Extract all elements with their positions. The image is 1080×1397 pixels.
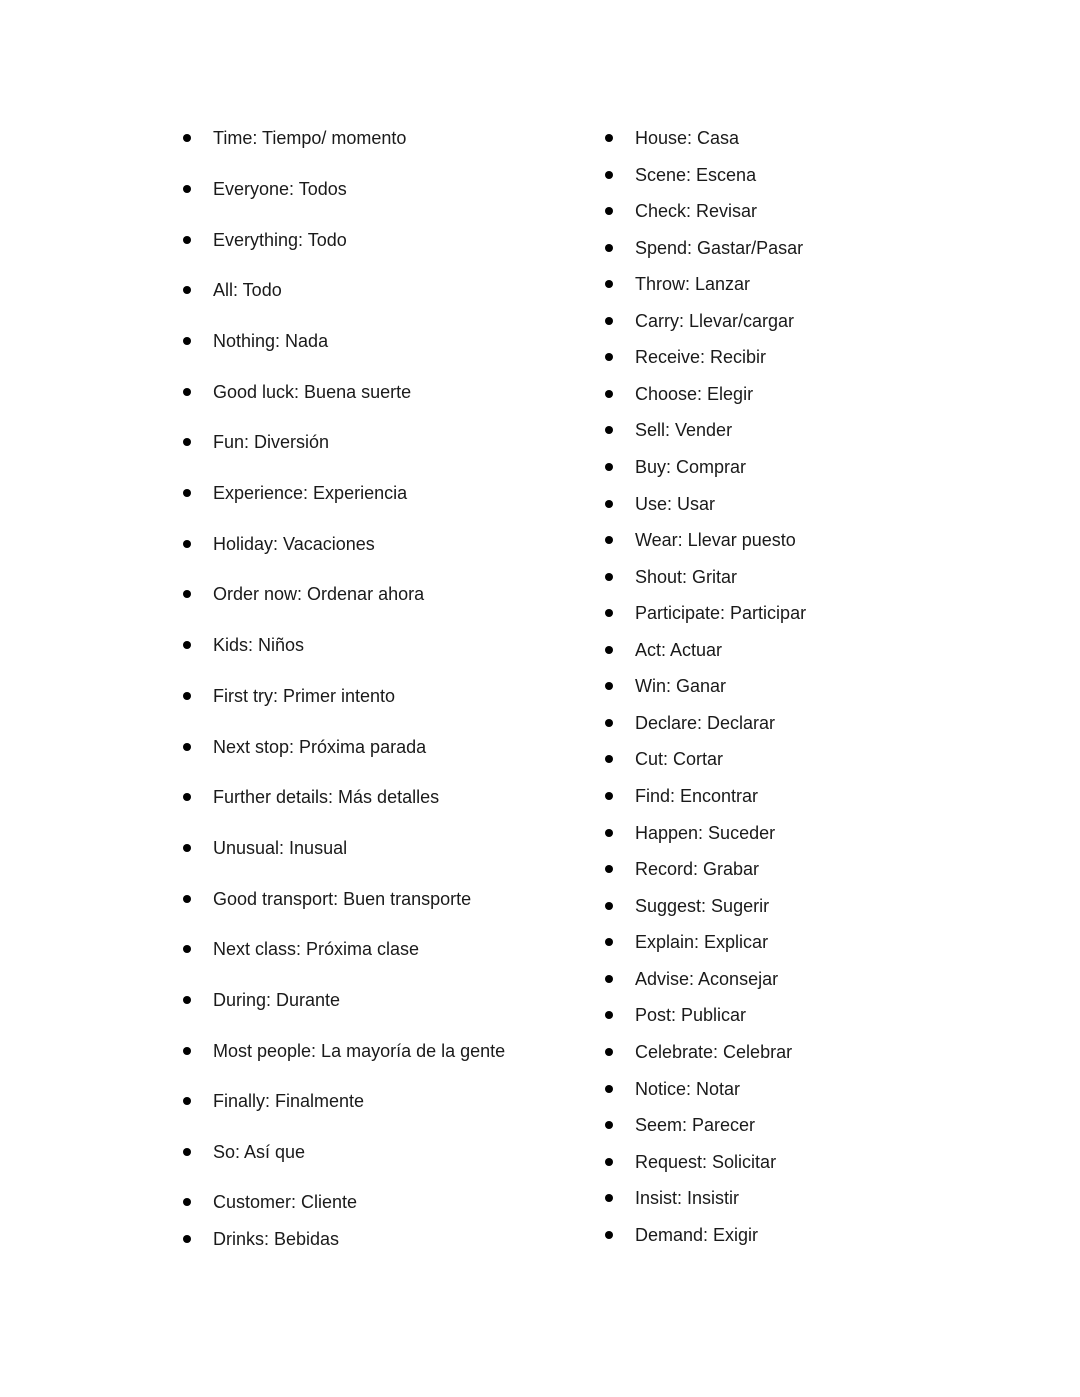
bullet-icon xyxy=(605,317,613,325)
bullet-icon xyxy=(605,1011,613,1019)
list-item-text: Drinks: Bebidas xyxy=(213,1229,340,1249)
list-item-text: Kids: Niños xyxy=(213,635,305,655)
list-item-text: Shout: Gritar xyxy=(635,567,738,587)
bullet-icon xyxy=(183,996,191,1004)
list-item-text: Time: Tiempo/ momento xyxy=(213,128,407,148)
list-item-text: Declare: Declarar xyxy=(635,713,776,733)
list-item-text: Wear: Llevar puesto xyxy=(635,530,796,550)
list-item-text: Everyone: Todos xyxy=(213,179,347,199)
list-item-text: Use: Usar xyxy=(635,494,716,514)
list-item-text: Fun: Diversión xyxy=(213,432,330,452)
list-item-text: Seem: Parecer xyxy=(635,1115,756,1135)
bullet-icon xyxy=(605,134,613,142)
bullet-icon xyxy=(605,792,613,800)
list-item-text: Insist: Insistir xyxy=(635,1188,740,1208)
bullet-icon xyxy=(605,280,613,288)
bullet-icon xyxy=(605,902,613,910)
bullet-icon xyxy=(605,536,613,544)
bullet-icon xyxy=(605,463,613,471)
list-item-text: Good transport: Buen transporte xyxy=(213,889,472,909)
bullet-icon xyxy=(183,438,191,446)
list-item-text: Win: Ganar xyxy=(635,676,727,696)
bullet-icon xyxy=(183,236,191,244)
bullet-icon xyxy=(605,719,613,727)
bullet-icon xyxy=(183,590,191,598)
bullet-icon xyxy=(605,1048,613,1056)
bullet-icon xyxy=(605,500,613,508)
list-item-text: Find: Encontrar xyxy=(635,786,759,806)
list-item-text: Experience: Experiencia xyxy=(213,483,408,503)
bullet-icon xyxy=(605,244,613,252)
list-item-text: Explain: Explicar xyxy=(635,932,769,952)
bullet-icon xyxy=(183,1235,191,1243)
list-item-text: Notice: Notar xyxy=(635,1079,741,1099)
bullet-icon xyxy=(605,938,613,946)
list-item-text: Advise: Aconsejar xyxy=(635,969,779,989)
list-item-text: Throw: Lanzar xyxy=(635,274,751,294)
bullet-icon xyxy=(605,390,613,398)
list-item-text: Order now: Ordenar ahora xyxy=(213,584,425,604)
list-item-text: Record: Grabar xyxy=(635,859,760,879)
list-item-text: All: Todo xyxy=(213,280,282,300)
bullet-icon xyxy=(605,609,613,617)
bullet-icon xyxy=(605,1121,613,1129)
bullet-icon xyxy=(183,793,191,801)
bullet-icon xyxy=(605,1231,613,1239)
list-item-text: Customer: Cliente xyxy=(213,1192,358,1212)
bullet-icon xyxy=(605,1158,613,1166)
list-item-text: Most people: La mayoría de la gente xyxy=(213,1041,506,1061)
bullet-icon xyxy=(183,641,191,649)
bullet-icon xyxy=(183,134,191,142)
list-item-text: Suggest: Sugerir xyxy=(635,896,770,916)
list-item-text: Sell: Vender xyxy=(635,420,733,440)
bullet-icon xyxy=(183,1097,191,1105)
bullet-icon xyxy=(183,388,191,396)
bullet-icon xyxy=(183,895,191,903)
list-item-text: During: Durante xyxy=(213,990,341,1010)
list-item-text: So: Así que xyxy=(213,1142,306,1162)
list-item-text: Happen: Suceder xyxy=(635,823,776,843)
list-item-text: Everything: Todo xyxy=(213,230,347,250)
list-item-text: Nothing: Nada xyxy=(213,331,329,351)
bullet-icon xyxy=(183,1198,191,1206)
bullet-icon xyxy=(183,540,191,548)
list-item-text: Spend: Gastar/Pasar xyxy=(635,238,804,258)
list-item-text: Post: Publicar xyxy=(635,1005,747,1025)
bullet-icon xyxy=(605,353,613,361)
bullet-icon xyxy=(605,682,613,690)
list-item-text: Choose: Elegir xyxy=(635,384,754,404)
list-item-text: House: Casa xyxy=(635,128,740,148)
list-item-text: Further details: Más detalles xyxy=(213,787,440,807)
bullet-icon xyxy=(605,975,613,983)
bullet-icon xyxy=(183,337,191,345)
list-item-text: Good luck: Buena suerte xyxy=(213,382,412,402)
list-item-text: Request: Solicitar xyxy=(635,1152,777,1172)
bullet-icon xyxy=(183,945,191,953)
list-item-text: First try: Primer intento xyxy=(213,686,396,706)
list-item-text: Next stop: Próxima parada xyxy=(213,737,427,757)
list-item-text: Unusual: Inusual xyxy=(213,838,348,858)
bullet-icon xyxy=(183,1047,191,1055)
bullet-icon xyxy=(605,171,613,179)
bullet-icon xyxy=(605,573,613,581)
bullet-icon xyxy=(183,692,191,700)
list-item-text: Receive: Recibir xyxy=(635,347,767,367)
list-item-text: Participate: Participar xyxy=(635,603,807,623)
bullet-icon xyxy=(605,1194,613,1202)
bullet-icon xyxy=(605,426,613,434)
list-item-text: Celebrate: Celebrar xyxy=(635,1042,793,1062)
list-item-text: Carry: Llevar/cargar xyxy=(635,311,795,331)
bullet-icon xyxy=(183,286,191,294)
list-item-text: Act: Actuar xyxy=(635,640,723,660)
list-item-text: Holiday: Vacaciones xyxy=(213,534,375,554)
list-item-text: Next class: Próxima clase xyxy=(213,939,420,959)
list-item-text: Check: Revisar xyxy=(635,201,758,221)
list-item-text: Cut: Cortar xyxy=(635,749,724,769)
list-item-text: Buy: Comprar xyxy=(635,457,747,477)
bullet-icon xyxy=(605,829,613,837)
bullet-icon xyxy=(605,207,613,215)
bullet-icon xyxy=(605,865,613,873)
list-item-text: Demand: Exigir xyxy=(635,1225,759,1245)
bullet-icon xyxy=(183,185,191,193)
bullet-icon xyxy=(183,743,191,751)
bullet-icon xyxy=(183,844,191,852)
bullet-icon xyxy=(605,646,613,654)
list-item-text: Finally: Finalmente xyxy=(213,1091,365,1111)
list-item-text: Scene: Escena xyxy=(635,165,757,185)
bullet-icon xyxy=(183,489,191,497)
bullet-icon xyxy=(605,1085,613,1093)
bullet-icon xyxy=(183,1148,191,1156)
bullet-icon xyxy=(605,755,613,763)
